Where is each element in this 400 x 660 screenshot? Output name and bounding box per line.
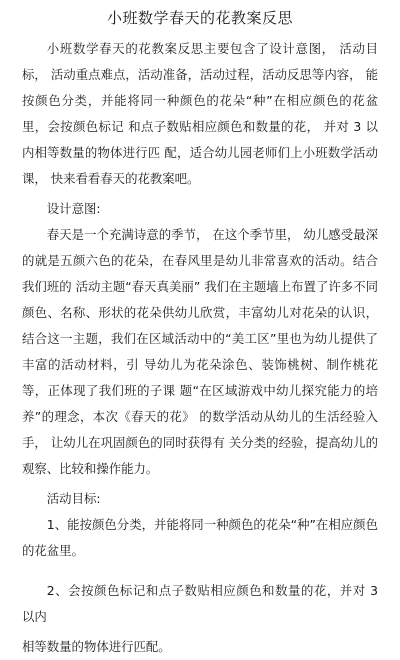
- intro-paragraph: 小班数学春天的花教案反思主要包含了设计意图， 活动目标， 活动重点难点，活动准备，活动过程，活动反思等内容， 能按颜色分类，并能将同一种颜色的花朵“种”在相应颜色的花盆里，会按颜色标记 和点子数贴相应颜色和数量的花， 并对 3 以内相等数量的物体进行匹 配，适合幼儿园老师们上小班数学活动课， 快来看看春天的花教案吧。: [22, 41, 378, 186]
- goal-item-2-continued: 相等数量的物体进行匹配。: [22, 639, 171, 654]
- document-title: 小班数学春天的花教案反思: [106, 9, 293, 27]
- design-intent-heading: 设计意图:: [46, 201, 101, 216]
- goal-item-2: 2、会按颜色标记和点子数贴相应颜色和数量的花，并对 3 以内: [22, 583, 378, 624]
- design-intent-paragraph: 春天是一个充满诗意的季节， 在这个季节里， 幼儿感受最深的就是五颜六色的花朵，在春风里是幼儿非常喜欢的活动。结合我们班的 活动主题“春天真美丽” 我们在主题墙上布置了许多不同颜色、名称、形状的花朵供幼儿欣赏，丰富幼儿对花朵的认识，结合这一主题，我们在区域活动中的“美工区”里也为幼儿提供了丰富的活动材料，引 导幼儿为花朵涂色、装饰桃树、制作桃花等，正体现了我们班的子课 题“在区域游戏中幼儿探究能力的培养”的理念，本次《春天的花》 的数学活动从幼儿的生活经验入手， 让幼儿在巩固颜色的同时获得有 关分类的经验，提高幼儿的观察、比较和操作能力。: [22, 227, 378, 476]
- activity-goals-heading: 活动目标:: [46, 491, 101, 506]
- goal-item-1: 1、能按颜色分类，并能将同一种颜色的花朵“种”在相应颜色 的花盆里。: [22, 517, 378, 558]
